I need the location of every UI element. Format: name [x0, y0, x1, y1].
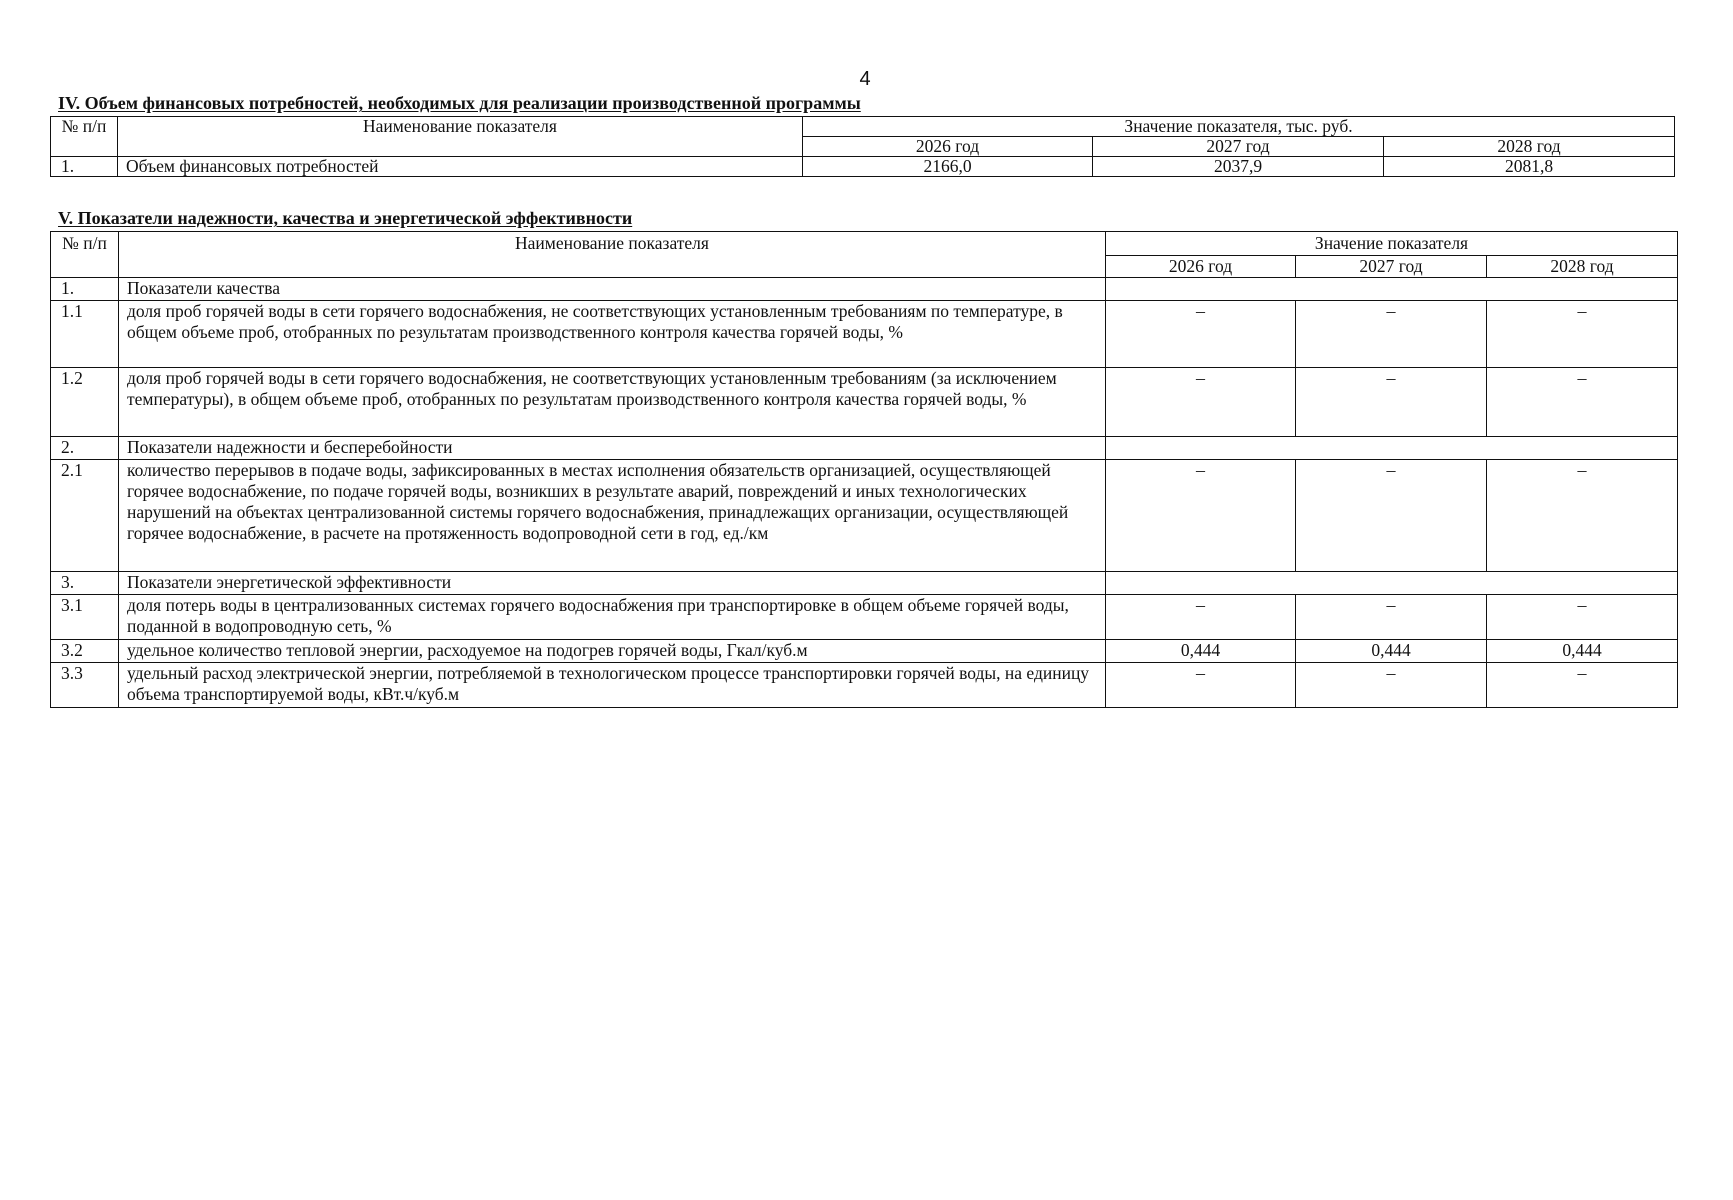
value-header: Значение показателя [1106, 232, 1678, 256]
row-value: – [1296, 301, 1487, 368]
row-value: – [1487, 663, 1678, 708]
table-row [51, 437, 1678, 460]
row-name: удельное количество тепловой энергии, расходуемое на подогрев горячей воды, Гкал/куб.м [119, 640, 1106, 663]
row-value: – [1106, 460, 1296, 572]
year-header: 2026 год [1106, 256, 1296, 278]
row-value: – [1296, 595, 1487, 640]
row-value: 0,444 [1487, 640, 1678, 663]
section-4-title: IV. Объем финансовых потребностей, необходимых для реализации производственной программы [58, 93, 861, 113]
num-header: № п/п [51, 232, 119, 278]
row-value: – [1106, 301, 1296, 368]
row-value: – [1487, 460, 1678, 572]
num-header: № п/п [51, 117, 118, 157]
table-row [51, 301, 1678, 368]
row-value: – [1487, 301, 1678, 368]
table-header-row [51, 232, 1678, 256]
row-number: 1.1 [51, 301, 119, 368]
row-value: 0,444 [1296, 640, 1487, 663]
row-value: 0,444 [1106, 640, 1296, 663]
table-row [51, 663, 1678, 708]
value-header: Значение показателя, тыс. руб. [803, 117, 1675, 137]
row-value: 2166,0 [803, 157, 1093, 177]
table-row [51, 278, 1678, 301]
row-value: – [1296, 368, 1487, 437]
row-name: Показатели качества [119, 278, 1106, 301]
row-name: удельный расход электрической энергии, потребляемой в технологическом процессе транспортировки горячей воды, на единицу объема транспортируемой воды, кВт.ч/куб.м [119, 663, 1106, 708]
row-value: – [1296, 663, 1487, 708]
row-value: 2037,9 [1093, 157, 1384, 177]
row-number: 3. [51, 572, 119, 595]
row-value-empty [1106, 278, 1678, 301]
row-value: – [1487, 368, 1678, 437]
row-number: 1.2 [51, 368, 119, 437]
row-number: 2. [51, 437, 119, 460]
row-number: 3.1 [51, 595, 119, 640]
table-row [51, 595, 1678, 640]
year-header: 2027 год [1296, 256, 1487, 278]
name-header: Наименование показателя [118, 117, 803, 157]
row-value-empty [1106, 572, 1678, 595]
year-header: 2028 год [1384, 137, 1675, 157]
name-header: Наименование показателя [119, 232, 1106, 278]
row-name: доля проб горячей воды в сети горячего водоснабжения, не соответствующих установленным требованиям по температуре, в общем объеме проб, отобранных по результатам производственного контроля качества горячей воды, % [119, 301, 1106, 368]
row-value: – [1106, 595, 1296, 640]
table-row [51, 460, 1678, 572]
row-number: 1. [51, 157, 118, 177]
row-name: доля потерь воды в централизованных системах горячего водоснабжения при транспортировке в общем объеме горячей воды, поданной в водопроводную сеть, % [119, 595, 1106, 640]
row-value: – [1296, 460, 1487, 572]
table-row [51, 640, 1678, 663]
row-number: 1. [51, 278, 119, 301]
year-header: 2027 год [1093, 137, 1384, 157]
row-value: – [1106, 368, 1296, 437]
row-name: количество перерывов в подаче воды, зафиксированных в местах исполнения обязательств организацией, осуществляющей горячее водоснабжение, по подаче горячей воды, возникших в результате аварий, повреждений и иных технологических нарушений на объектах централизованной системы горячего водоснабжения, принадлежащих организации, осуществляющей горячее водоснабжение, в расчете на протяженность водопроводной сети в год, ед./км [119, 460, 1106, 572]
section-5-title: V. Показатели надежности, качества и энергетической эффективности [58, 208, 633, 228]
year-header: 2026 год [803, 137, 1093, 157]
year-header: 2028 год [1487, 256, 1678, 278]
row-value: – [1106, 663, 1296, 708]
page-number: 4 [859, 68, 871, 90]
row-name: Показатели надежности и бесперебойности [119, 437, 1106, 460]
table-header-row [51, 117, 1675, 137]
indicators-table [50, 231, 1678, 708]
table-row [51, 368, 1678, 437]
row-name: Объем финансовых потребностей [118, 157, 803, 177]
row-name: доля проб горячей воды в сети горячего водоснабжения, не соответствующих установленным требованиям (за исключением температуры), в общем объеме проб, отобранных по результатам производственного контроля качества горячей воды, % [119, 368, 1106, 437]
row-value-empty [1106, 437, 1678, 460]
row-name: Показатели энергетической эффективности [119, 572, 1106, 595]
row-number: 3.3 [51, 663, 119, 708]
table-row [51, 157, 1675, 177]
row-number: 2.1 [51, 460, 119, 572]
row-value: 2081,8 [1384, 157, 1675, 177]
row-number: 3.2 [51, 640, 119, 663]
table-row [51, 572, 1678, 595]
row-value: – [1487, 595, 1678, 640]
financial-needs-table [50, 116, 1675, 177]
